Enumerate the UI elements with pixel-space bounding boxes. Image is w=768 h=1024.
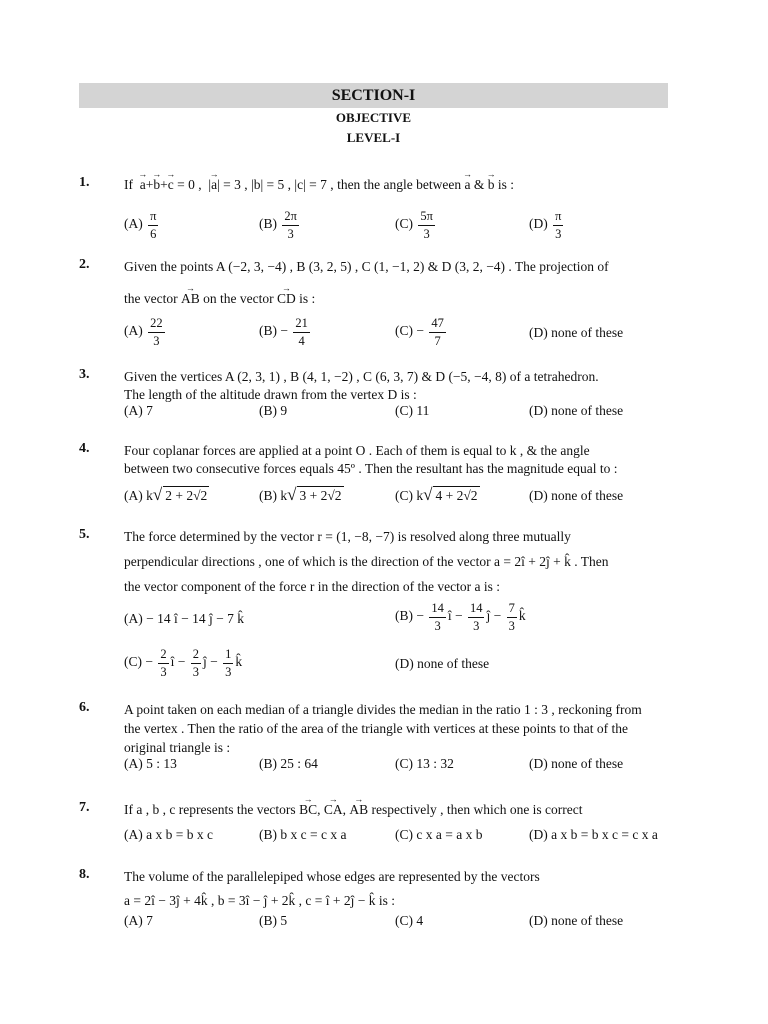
question-8 xyxy=(79,867,669,937)
level-label: LEVEL-I xyxy=(346,130,401,145)
question-text: Given the points A (−2, 3, −4) , B (3, 2, 5) , C (1, −1, 2) & D (3, 2, −4) . The projection of xyxy=(124,259,609,274)
option-a[interactable]: (A) $\frac{22}{3}$ xyxy=(124,316,163,348)
option-c[interactable]: (C) 11 xyxy=(395,403,430,418)
option-a[interactable]: (A) − 14 î − 14 ĵ − 7 k̂ xyxy=(124,611,244,626)
question-text-line2: The length of the altitude drawn from the vertex D is : xyxy=(124,387,417,402)
option-d[interactable]: (D) a x b = b x c = c x a xyxy=(529,827,658,842)
question-6 xyxy=(79,700,669,775)
question-1 xyxy=(79,175,669,245)
question-text: The force determined by the vector r = (1, −8, −7) is resolved along three mutually xyxy=(124,529,571,544)
question-number: 7. xyxy=(79,800,90,815)
option-c[interactable]: (C) − $\frac{47}{7}$ xyxy=(395,316,444,348)
question-number: 4. xyxy=(79,441,90,456)
question-number: 8. xyxy=(79,867,90,882)
option-a[interactable]: (A) 5 : 13 xyxy=(124,756,177,771)
option-c[interactable]: (C) c x a = a x b xyxy=(395,827,483,842)
option-d[interactable]: (D) none of these xyxy=(529,325,624,340)
question-number: 5. xyxy=(79,527,90,542)
question-text: A point taken on each median of a triangle divides the median in the ratio 1 : 3 , reckoning from xyxy=(124,702,642,717)
option-b[interactable]: (B) 25 : 64 xyxy=(259,756,318,771)
objective-label: OBJECTIVE xyxy=(335,110,412,125)
question-5 xyxy=(79,527,669,682)
option-b[interactable]: (B) k√ 3 + 2√2 xyxy=(259,485,342,504)
question-text-line3: the vector component of the force r in the direction of the vector a is : xyxy=(124,579,500,594)
option-b[interactable]: (B) − $\frac{21}{4}$ xyxy=(259,316,308,348)
question-number: 6. xyxy=(79,700,90,715)
question-text: If → a+→ b+→ c = 0 , |→ a| = 3 , |b| = 5 , |c| = 7 , then the angle between → a & → b is : xyxy=(124,175,669,194)
option-c[interactable]: (C) 13 : 32 xyxy=(395,756,454,771)
question-text: Four coplanar forces are applied at a point O . Each of them is equal to k , & the angle xyxy=(124,443,590,458)
question-4 xyxy=(79,441,669,511)
option-d[interactable]: (D) $\frac{\pi}{3}$ xyxy=(529,209,562,241)
option-b[interactable]: (B) b x c = c x a xyxy=(259,827,347,842)
question-number: 3. xyxy=(79,367,90,382)
option-d[interactable]: (D) none of these xyxy=(529,403,624,418)
option-d[interactable]: (D) none of these xyxy=(529,488,624,503)
section-header xyxy=(79,83,668,108)
question-text-line2: a = 2î − 3ĵ + 4k̂ , b = 3î − ĵ + 2k̂ , c = î + 2ĵ − k̂ is : xyxy=(124,893,396,908)
question-text-line2: perpendicular directions , one of which is the direction of the vector a = 2î + 2ĵ + k̂ . Then xyxy=(124,554,609,569)
question-text: If a , b , c represents the vectors → BC, → CA, → AB respectively , then which one is correct xyxy=(124,800,669,819)
question-text: The volume of the parallelepiped whose edges are represented by the vectors xyxy=(124,869,540,884)
option-d[interactable]: (D) none of these xyxy=(529,756,624,771)
question-2 xyxy=(79,257,669,357)
option-c[interactable]: (C) − $\frac{2}{3}$ î − $\frac{2}{3}$ ĵ − $\frac{1}{3}$ k̂ xyxy=(124,647,243,679)
option-a[interactable]: (A) 7 xyxy=(124,403,153,418)
section-title: SECTION-I xyxy=(331,86,416,104)
question-text-line2: between two consecutive forces equals 45º . Then the resultant has the magnitude equal to : xyxy=(124,461,618,476)
option-c[interactable]: (C) k√ 4 + 2√2 xyxy=(395,485,478,504)
question-number: 1. xyxy=(79,175,90,190)
option-a[interactable]: (A) a x b = b x c xyxy=(124,827,213,842)
question-text-line2: the vector → AB on the vector → CD is : xyxy=(124,289,669,308)
option-a[interactable]: (A) 7 xyxy=(124,913,153,928)
question-text: Given the vertices A (2, 3, 1) , B (4, 1, −2) , C (6, 3, 7) & D (−5, −4, 8) of a tetrahedron. xyxy=(124,369,599,384)
question-3 xyxy=(79,367,669,427)
option-d[interactable]: (D) none of these xyxy=(529,913,624,928)
option-a[interactable]: (A) k√ 2 + 2√2 xyxy=(124,485,208,504)
question-number: 2. xyxy=(79,257,90,272)
question-text-line3: original triangle is : xyxy=(124,740,231,755)
option-b[interactable]: (B) $\frac{2\pi}{3}$ xyxy=(259,209,297,241)
option-b[interactable]: (B) 9 xyxy=(259,403,288,418)
question-7 xyxy=(79,800,669,850)
option-d[interactable]: (D) none of these xyxy=(395,656,490,671)
option-c[interactable]: (C) 4 xyxy=(395,913,424,928)
question-text-line2: the vertex . Then the ratio of the area of the triangle with vertices at these points to that of the xyxy=(124,721,628,736)
option-b[interactable]: (B) − $\frac{14}{3}$ î − $\frac{14}{3}$ ĵ − $\frac{7}{3}$ k̂ xyxy=(395,601,526,633)
option-a[interactable]: (A) $\frac{\pi}{6}$ xyxy=(124,209,157,241)
option-b[interactable]: (B) 5 xyxy=(259,913,288,928)
option-c[interactable]: (C) $\frac{5\pi}{3}$ xyxy=(395,209,433,241)
